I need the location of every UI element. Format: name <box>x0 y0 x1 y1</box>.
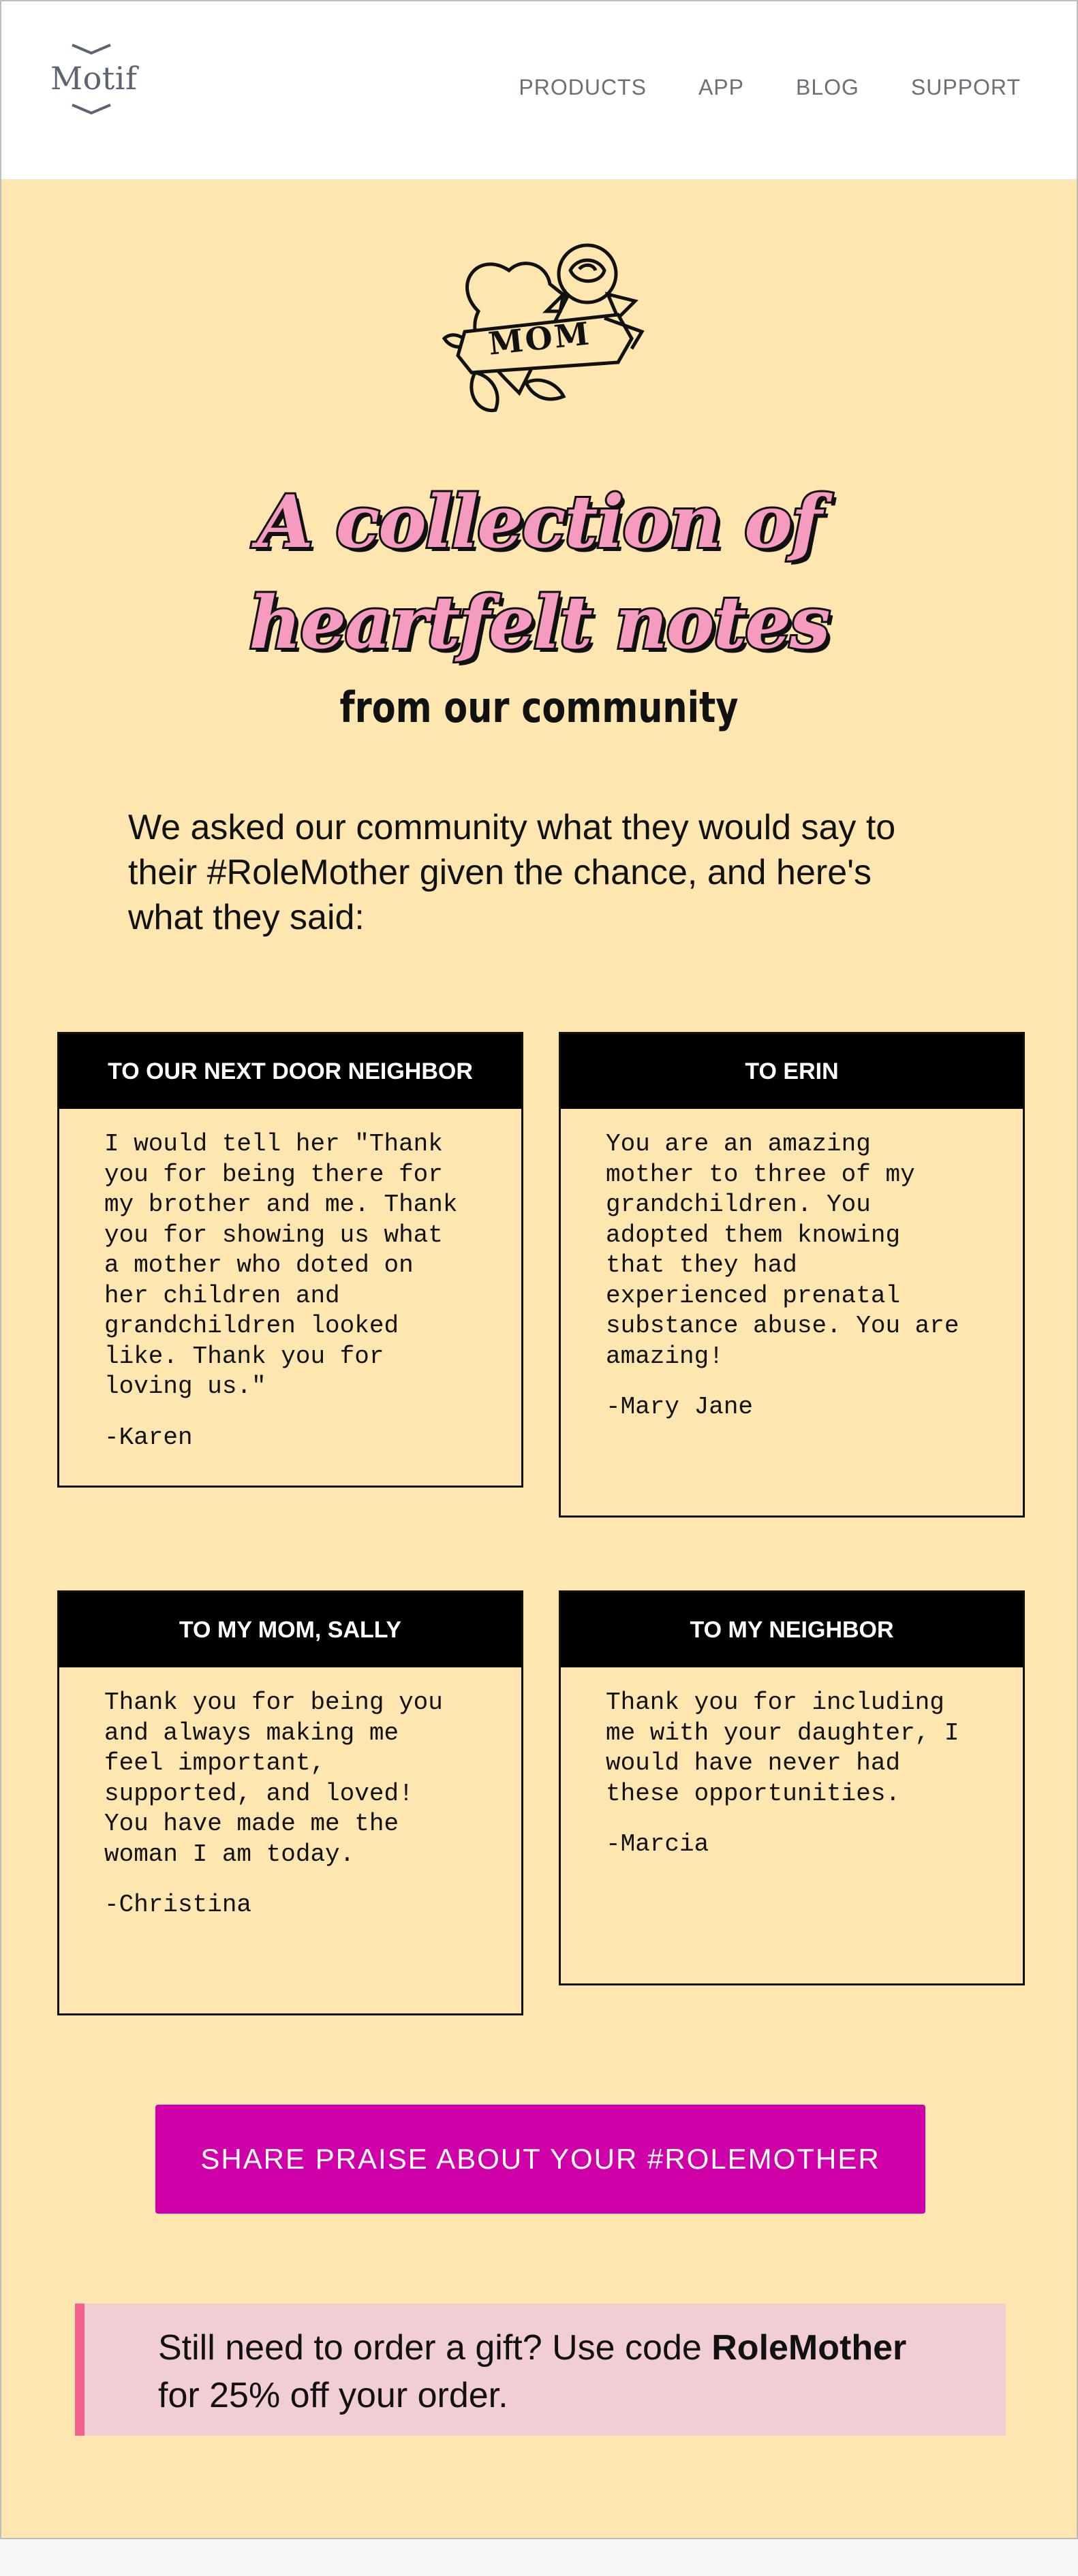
main-nav <box>519 75 1021 100</box>
motif-logo[interactable] <box>50 41 138 143</box>
note-card <box>559 1590 1025 1985</box>
promo-callout <box>75 2304 1006 2436</box>
note-card-signature: -Karen <box>104 1423 193 1451</box>
note-card-title: TO ERIN <box>561 1034 1023 1109</box>
nav-app-link[interactable]: APP <box>698 75 744 99</box>
promo-text-discount: for 25% off your order. <box>158 2376 508 2415</box>
note-card-title: TO MY NEIGHBOR <box>561 1592 1023 1667</box>
headline <box>1 471 1077 673</box>
note-card <box>559 1032 1025 1518</box>
chevron-down-icon <box>70 41 113 56</box>
promo-text: Still need to order a gift? Use code <box>158 2328 712 2368</box>
note-card-signature: -Mary Jane <box>606 1393 754 1421</box>
chevron-down-icon <box>70 101 113 116</box>
nav-blog-link[interactable]: BLOG <box>795 75 859 99</box>
nav-products-link[interactable]: PRODUCTS <box>519 75 647 99</box>
site-header <box>1 1 1077 180</box>
note-card <box>57 1590 523 2015</box>
note-card-body: Thank you for including me with your daughter, I would have never had these opportunities. <box>606 1688 959 1808</box>
nav-support-link[interactable]: SUPPORT <box>910 75 1021 99</box>
note-card <box>57 1032 523 1488</box>
note-card-body: You are an amazing mother to three of my grandchildren. You adopted them knowing that they had experienced prenatal substance abuse. You are amazing! <box>606 1130 959 1370</box>
emblem-banner-text: MOM <box>487 315 593 362</box>
promo-code: RoleMother <box>711 2328 907 2368</box>
subheadline: from our community <box>339 682 739 732</box>
note-card-signature: -Christina <box>104 1891 252 1919</box>
note-card-signature: -Marcia <box>606 1830 709 1858</box>
note-card-body: I would tell her "Thank you for being there for my brother and me. Thank you for showing us what a mother who doted on her children and grandchildren looked like. Thank you for loving us." <box>104 1130 458 1400</box>
headline-line-1: A collection of <box>257 479 821 564</box>
logo-wordmark: Motif <box>50 60 138 97</box>
intro-paragraph: We asked our community what they would say to their #RoleMother given the chance, and here's what they said: <box>128 808 896 937</box>
note-card-body: Thank you for being you and always making me feel important, supported, and loved! You have made me the woman I am today. <box>104 1688 443 1868</box>
share-praise-button[interactable]: SHARE PRAISE ABOUT YOUR #ROLEMOTHER <box>155 2105 925 2214</box>
note-card-title: TO OUR NEXT DOOR NEIGHBOR <box>59 1034 521 1109</box>
headline-line-2: heartfelt notes <box>249 580 829 665</box>
note-card-title: TO MY MOM, SALLY <box>59 1592 521 1667</box>
